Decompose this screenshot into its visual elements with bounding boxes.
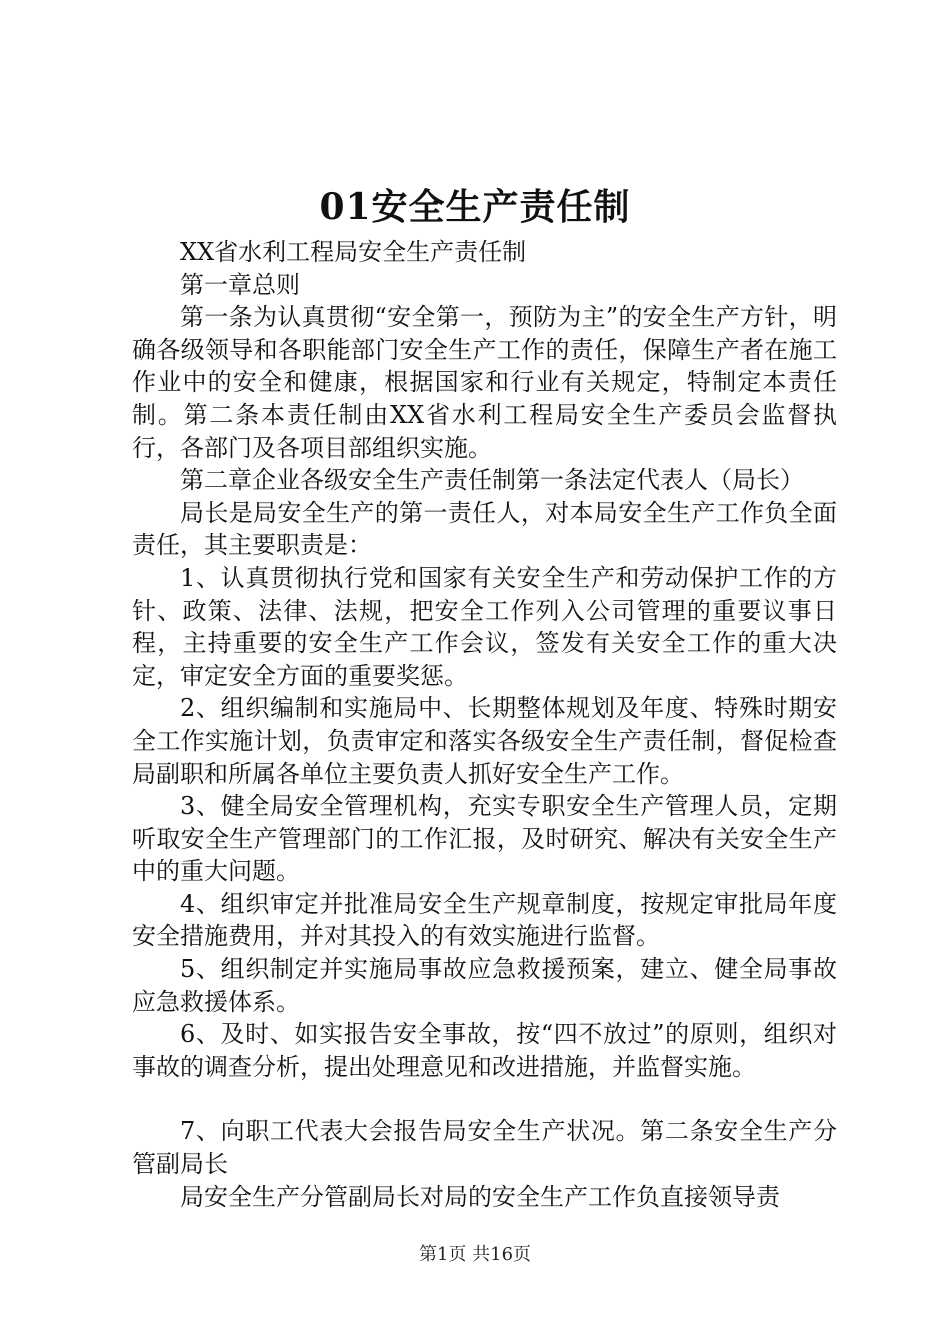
document-body: [132, 236, 837, 1213]
paragraph-item-2: 2、组织编制和实施局中、长期整体规划及年度、特殊时期安全工作实施计划，负责审定和落实各级安全生产责任制，督促检查局副职和所属各单位主要负责人抓好安全生产工作。: [132, 694, 837, 788]
paragraph-chapter-1: 第一章总则: [180, 270, 300, 299]
paragraph-chapter-2: 第二章企业各级安全生产责任制第一条法定代表人（局长）: [180, 466, 804, 495]
paragraph-director-duties: 局长是局安全生产的第一责任人，对本局安全生产工作负全面责任，其主要职责是：: [132, 498, 837, 560]
paragraph-item-5: 5、组织制定并实施局事故应急救援预案，建立、健全局事故应急救援体系。: [132, 955, 837, 1016]
paragraph-article-1: 第一条为认真贯彻“安全第一，预防为主”的安全生产方针，明确各级领导和各职能部门安全生产工作的责任，保障生产者在施工作业中的安全和健康，根据国家和行业有关规定，特制定本责任制。第二条本责任制由XX省水利工程局安全生产委员会监督执行，各部门及各项目部组织实施。: [132, 303, 837, 462]
paragraph-item-4: 4、组织审定并批准局安全生产规章制度，按规定审批局年度安全措施费用，并对其投入的有效实施进行监督。: [132, 889, 837, 951]
paragraph-item-6: 6、及时、如实报告安全事故，按“四不放过”的原则，组织对事故的调查分析，提出处理意见和改进措施，并监督实施。: [132, 1020, 837, 1081]
paragraph-item-7: 7、向职工代表大会报告局安全生产状况。第二条安全生产分管副局长: [132, 1117, 837, 1179]
paragraph-item-1: 1、认真贯彻执行党和国家有关安全生产和劳动保护工作的方针、政策、法律、法规，把安全工作列入公司管理的重要议事日程，主持重要的安全生产工作会议，签发有关安全工作的重大决定，审定安全方面的重要奖惩。: [132, 563, 837, 690]
paragraph-subtitle: XX省水利工程局安全生产责任制: [180, 238, 527, 266]
document-title: 01安全生产责任制: [319, 186, 631, 228]
page-number: 第1页 共16页: [418, 1244, 532, 1265]
paragraph-item-3: 3、健全局安全管理机构，充实专职安全生产管理人员，定期听取安全生产管理部门的工作汇报，及时研究、解决有关安全生产中的重大问题。: [132, 792, 837, 886]
paragraph-deputy-duties: 局安全生产分管副局长对局的安全生产工作负直接领导责: [180, 1182, 780, 1211]
